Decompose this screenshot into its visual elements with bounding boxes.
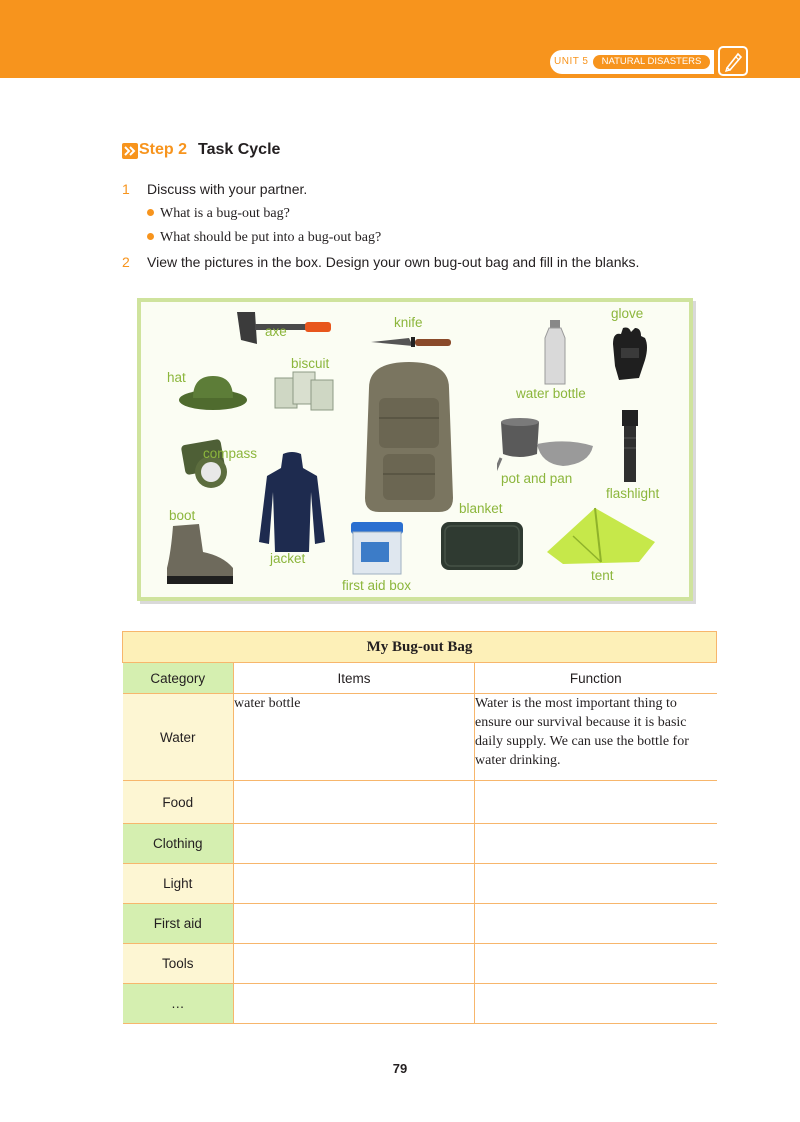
items-cell[interactable]: water bottle xyxy=(234,694,475,781)
table-header-row xyxy=(123,663,717,694)
items-cell[interactable] xyxy=(234,904,475,944)
category-cell: Clothing xyxy=(123,824,234,864)
table-row xyxy=(123,944,717,984)
first-aid-box-picture xyxy=(347,518,407,578)
category-cell: Water xyxy=(123,694,234,781)
label-knife: knife xyxy=(394,315,423,330)
biscuit-picture xyxy=(271,368,337,414)
unit-title: NATURAL DISASTERS xyxy=(593,55,710,69)
label-tent: tent xyxy=(591,568,614,583)
boot-picture xyxy=(163,522,237,588)
label-biscuit: biscuit xyxy=(291,356,330,371)
label-first-aid-box: first aid box xyxy=(342,578,412,593)
function-cell[interactable] xyxy=(475,824,717,864)
knife-picture xyxy=(369,334,459,350)
jacket-picture xyxy=(257,452,327,556)
task-number-2: 2 xyxy=(122,254,130,270)
function-cell[interactable] xyxy=(475,984,717,1024)
water-bottle-picture xyxy=(541,318,569,388)
picture-box xyxy=(137,298,693,601)
label-hat: hat xyxy=(167,370,186,385)
items-cell[interactable] xyxy=(234,824,475,864)
label-water-bottle: water bottle xyxy=(516,386,586,401)
bullet-icon xyxy=(147,233,154,240)
category-cell: Light xyxy=(123,864,234,904)
page-number: 79 xyxy=(392,1061,408,1076)
items-cell[interactable] xyxy=(234,984,475,1024)
label-compass: compass xyxy=(203,446,258,461)
category-cell: Food xyxy=(123,781,234,824)
bullet-icon xyxy=(147,209,154,216)
header-category: Category xyxy=(123,663,234,694)
task-text-1: Discuss with your partner. xyxy=(147,181,308,197)
table-row xyxy=(123,904,717,944)
function-cell[interactable] xyxy=(475,904,717,944)
category-cell: First aid xyxy=(123,904,234,944)
items-cell[interactable] xyxy=(234,944,475,984)
label-boot: boot xyxy=(169,508,196,523)
table-title: My Bug-out Bag xyxy=(123,632,717,663)
backpack-picture xyxy=(357,358,461,518)
step-label: Step 2 xyxy=(139,141,188,158)
category-cell: … xyxy=(123,984,234,1024)
task-text-2: View the pictures in the box. Design your own bug-out bag and fill in the blanks. xyxy=(147,254,640,270)
function-cell[interactable] xyxy=(475,864,717,904)
header-items: Items xyxy=(234,663,475,694)
pen-icon xyxy=(718,46,748,76)
label-blanket: blanket xyxy=(459,501,503,516)
table-row xyxy=(123,824,717,864)
label-axe: axe xyxy=(265,324,287,339)
flashlight-picture xyxy=(619,408,641,484)
category-cell: Tools xyxy=(123,944,234,984)
items-cell[interactable] xyxy=(234,864,475,904)
step-title: Task Cycle xyxy=(198,141,281,158)
unit-label: UNIT 5 xyxy=(554,56,589,67)
label-jacket: jacket xyxy=(270,551,306,566)
blanket-picture xyxy=(437,518,527,574)
label-flashlight: flashlight xyxy=(606,486,660,501)
tent-picture xyxy=(543,502,661,568)
hat-picture xyxy=(177,372,249,412)
function-cell[interactable] xyxy=(475,781,717,824)
function-cell[interactable] xyxy=(475,944,717,984)
header-function: Function xyxy=(475,663,717,694)
table-row xyxy=(123,694,717,781)
double-chevron-icon xyxy=(122,143,138,159)
label-glove: glove xyxy=(611,306,644,321)
task-number-1: 1 xyxy=(122,181,130,197)
table-row xyxy=(123,781,717,824)
label-pot-and-pan: pot and pan xyxy=(501,471,573,486)
function-cell[interactable]: Water is the most important thing to ensure our survival because it is basic daily supply. We can use the bottle for water drinking. xyxy=(475,694,717,781)
question-1: What is a bug-out bag? xyxy=(147,206,290,222)
table-row xyxy=(123,984,717,1024)
table-row xyxy=(123,864,717,904)
items-cell[interactable] xyxy=(234,781,475,824)
question-2: What should be put into a bug-out bag? xyxy=(147,230,381,246)
compass-picture xyxy=(177,436,237,492)
glove-picture xyxy=(607,326,651,384)
bug-out-bag-table xyxy=(122,631,717,1024)
pot-and-pan-picture xyxy=(497,414,597,476)
